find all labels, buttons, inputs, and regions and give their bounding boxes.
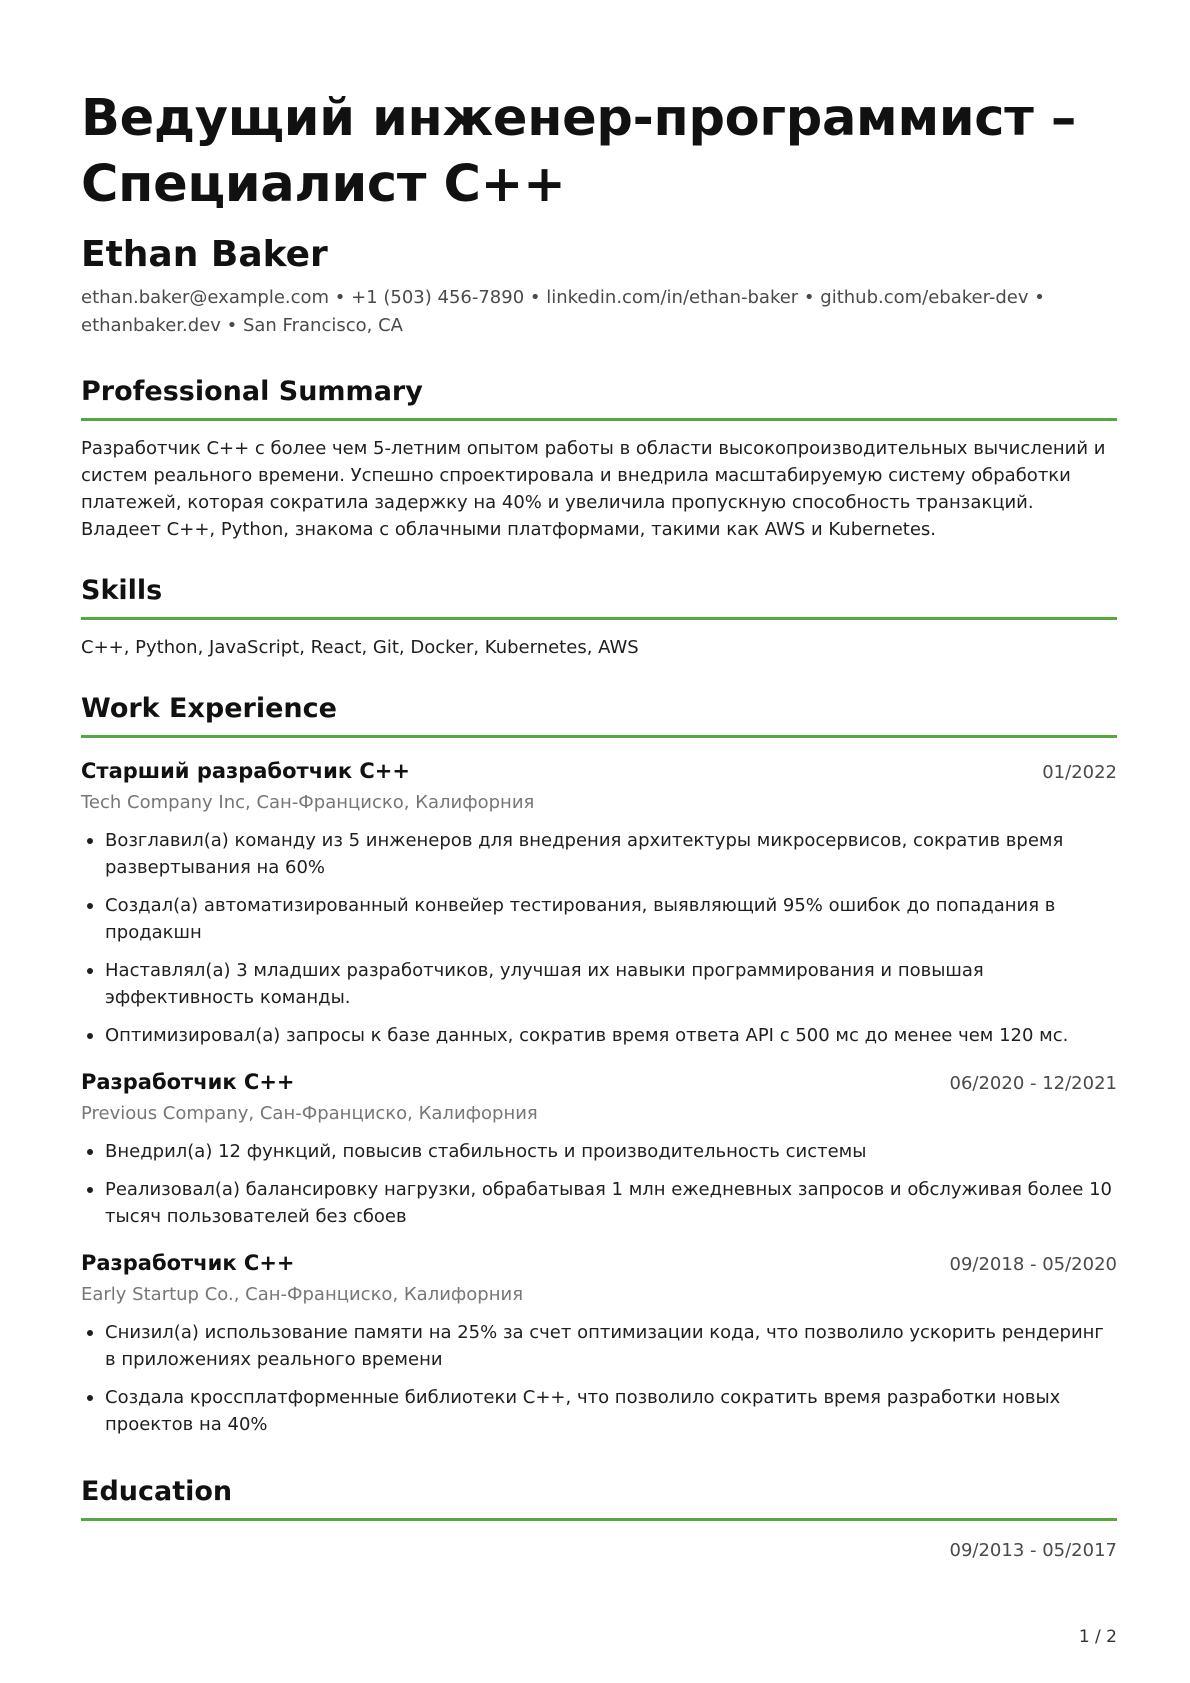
job-header — [81, 1067, 1117, 1098]
resume-title-line-1: Ведущий инженер-программист – — [81, 89, 1077, 148]
skills-text: C++, Python, JavaScript, React, Git, Docker, Kubernetes, AWS — [81, 637, 639, 658]
page-number: 1 / 2 — [1078, 1627, 1117, 1647]
skills-section — [81, 573, 1117, 661]
bullet-item — [81, 1384, 1117, 1438]
bullet-item — [81, 1176, 1117, 1230]
bullet-text: Снизил(а) использование памяти на 25% за счет оптимизации кода, что позволило ускорить рендеринг в приложениях реального времени — [105, 1322, 1104, 1370]
bullet-dot-icon — [87, 1187, 93, 1193]
job-header — [81, 756, 1117, 787]
job-date: 01/2022 — [1042, 762, 1117, 783]
job-title: Разработчик C++ — [81, 1251, 295, 1275]
job-company: Previous Company, Сан-Франциско, Калифорния — [81, 1103, 538, 1124]
job-bullets — [81, 827, 1117, 1049]
bullet-text: Внедрил(а) 12 функций, повысив стабильность и производительность системы — [105, 1141, 867, 1162]
education-date: 09/2013 - 05/2017 — [949, 1540, 1117, 1561]
bullet-dot-icon — [87, 1149, 93, 1155]
contact-line-2: ethanbaker.dev • San Francisco, CA — [81, 315, 403, 336]
education-entry — [81, 1537, 1117, 1565]
bullet-dot-icon — [87, 1033, 93, 1039]
job-header — [81, 1248, 1117, 1279]
bullet-item — [81, 1022, 1117, 1049]
bullet-dot-icon — [87, 1395, 93, 1401]
skills-heading: Skills — [81, 573, 1117, 620]
job-date: 09/2018 - 05/2020 — [949, 1254, 1117, 1275]
job-bullets — [81, 1319, 1117, 1438]
bullet-dot-icon — [87, 903, 93, 909]
job-entry — [81, 756, 1117, 1049]
bullet-item — [81, 1138, 1117, 1165]
bullet-item — [81, 827, 1117, 881]
job-date: 06/2020 - 12/2021 — [949, 1073, 1117, 1094]
summary-text: Разработчик C++ с более чем 5-летним опытом работы в области высокопроизводительных вычислений и систем реального времени. Успешно спроектировала и внедрила масштабируемую систему обработки платежей, которая сократила задержку на 40% и увеличила пропускную способность транзакций. Владеет C++, Python, знакома с облачными платформами, такими как AWS и Kubernetes. — [81, 438, 1106, 540]
resume-page — [81, 86, 1117, 1565]
bullet-dot-icon — [87, 968, 93, 974]
bullet-dot-icon — [87, 838, 93, 844]
contact-info — [81, 284, 1117, 340]
bullet-item — [81, 1319, 1117, 1373]
job-entry — [81, 1067, 1117, 1230]
resume-title-line-2: Специалист C++ — [81, 155, 566, 214]
summary-section — [81, 374, 1117, 543]
summary-heading: Professional Summary — [81, 374, 1117, 421]
bullet-text: Оптимизировал(а) запросы к базе данных, сократив время ответа API с 500 мс до менее чем 120 мс. — [105, 1025, 1069, 1046]
contact-line-1: ethan.baker@example.com • +1 (503) 456-7890 • linkedin.com/in/ethan-baker • github.com/ebaker-dev • — [81, 287, 1045, 308]
bullet-item — [81, 892, 1117, 946]
bullet-text: Создал(а) автоматизированный конвейер тестирования, выявляющий 95% ошибок до попадания в продакшн — [105, 895, 1056, 943]
bullet-text: Возглавил(а) команду из 5 инженеров для внедрения архитектуры микросервисов, сократив время развертывания на 60% — [105, 830, 1064, 878]
education-section — [81, 1474, 1117, 1565]
job-title: Разработчик C++ — [81, 1070, 295, 1094]
job-bullets — [81, 1138, 1117, 1230]
bullet-item — [81, 957, 1117, 1011]
resume-title — [81, 86, 1117, 218]
education-heading: Education — [81, 1474, 1117, 1521]
bullet-text: Наставлял(а) 3 младших разработчиков, улучшая их навыки программирования и повышая эффективность команды. — [105, 960, 984, 1008]
bullet-text: Создала кроссплатформенные библиотеки C++, что позволило сократить время разработки новых проектов на 40% — [105, 1387, 1061, 1435]
work-experience-heading: Work Experience — [81, 691, 1117, 738]
bullet-dot-icon — [87, 1330, 93, 1336]
job-company: Early Startup Co., Сан-Франциско, Калифорния — [81, 1284, 524, 1305]
job-title: Старший разработчик C++ — [81, 759, 410, 783]
candidate-name: Ethan Baker — [81, 234, 328, 275]
job-entry — [81, 1248, 1117, 1438]
work-experience-section — [81, 691, 1117, 1438]
bullet-text: Реализовал(а) балансировку нагрузки, обрабатывая 1 млн ежедневных запросов и обслуживая более 10 тысяч пользователей без сбоев — [105, 1179, 1113, 1227]
job-company: Tech Company Inc, Сан-Франциско, Калифорния — [81, 792, 535, 813]
